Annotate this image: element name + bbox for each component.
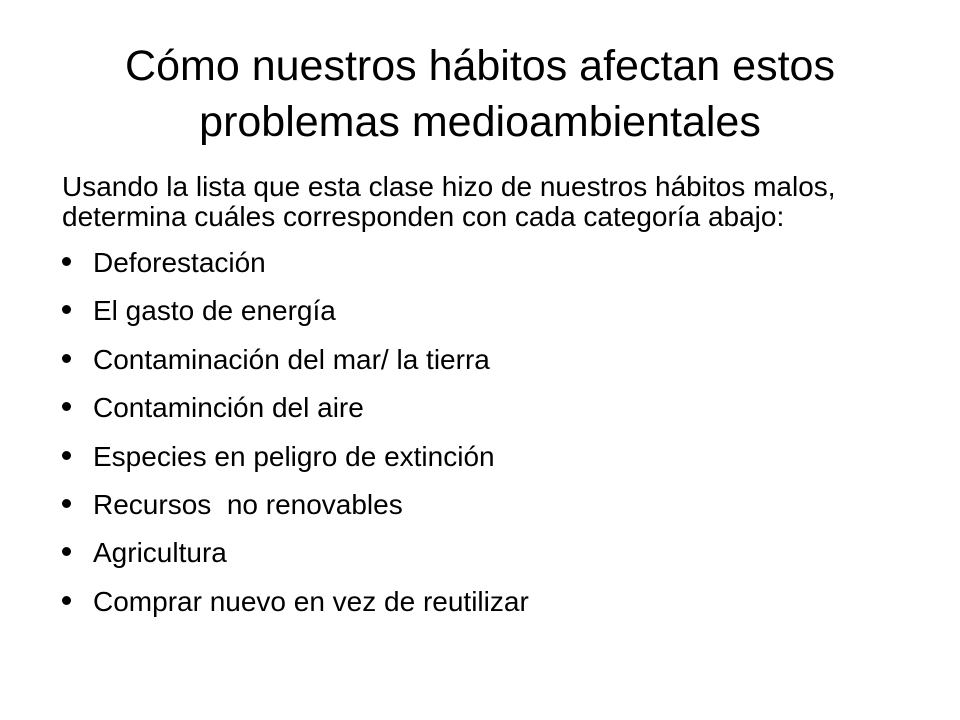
bullet-icon bbox=[62, 596, 71, 605]
bullet-icon bbox=[62, 547, 71, 556]
bullet-icon bbox=[62, 402, 71, 411]
bullet-label: Especies en peligro de extinción bbox=[93, 440, 495, 472]
bullet-label: Deforestación bbox=[93, 247, 266, 278]
intro-text: Usando la lista que esta clase hizo de nuestros hábitos malos, determina cuáles corresponden con cada categoría abajo: bbox=[62, 171, 836, 232]
bullet-label: El gasto de energía bbox=[93, 295, 336, 327]
bullet-icon bbox=[62, 354, 71, 363]
bullet-label: Agricultura bbox=[93, 537, 227, 569]
bullet-item-contaminacion-aire bbox=[62, 391, 912, 425]
bullet-list bbox=[62, 246, 912, 619]
bullet-icon bbox=[62, 305, 71, 314]
bullet-item-comprar-nuevo bbox=[62, 585, 912, 619]
slide-title: Cómo nuestros hábitos afectan estos problemas medioambientales bbox=[125, 42, 835, 146]
bullet-label: Contaminación del mar/ la tierra bbox=[93, 343, 490, 375]
bullet-item-gasto-energia bbox=[62, 294, 912, 328]
bullet-icon bbox=[62, 451, 71, 460]
bullet-item-contaminacion-mar-tierra bbox=[62, 343, 912, 377]
bullet-icon bbox=[62, 499, 71, 508]
bullet-icon bbox=[62, 257, 71, 266]
bullet-label: Comprar nuevo en vez de reutilizar bbox=[93, 585, 529, 617]
bullet-label: Recursos no renovables bbox=[93, 488, 403, 520]
bullet-item-especies-peligro bbox=[62, 440, 912, 474]
bullet-label: Contaminción del aire bbox=[93, 392, 364, 424]
bullet-item-agricultura bbox=[62, 536, 912, 570]
bullet-item-deforestacion bbox=[62, 246, 912, 280]
bullet-item-recursos-no-renovables bbox=[62, 488, 912, 522]
slide-body bbox=[62, 172, 912, 633]
